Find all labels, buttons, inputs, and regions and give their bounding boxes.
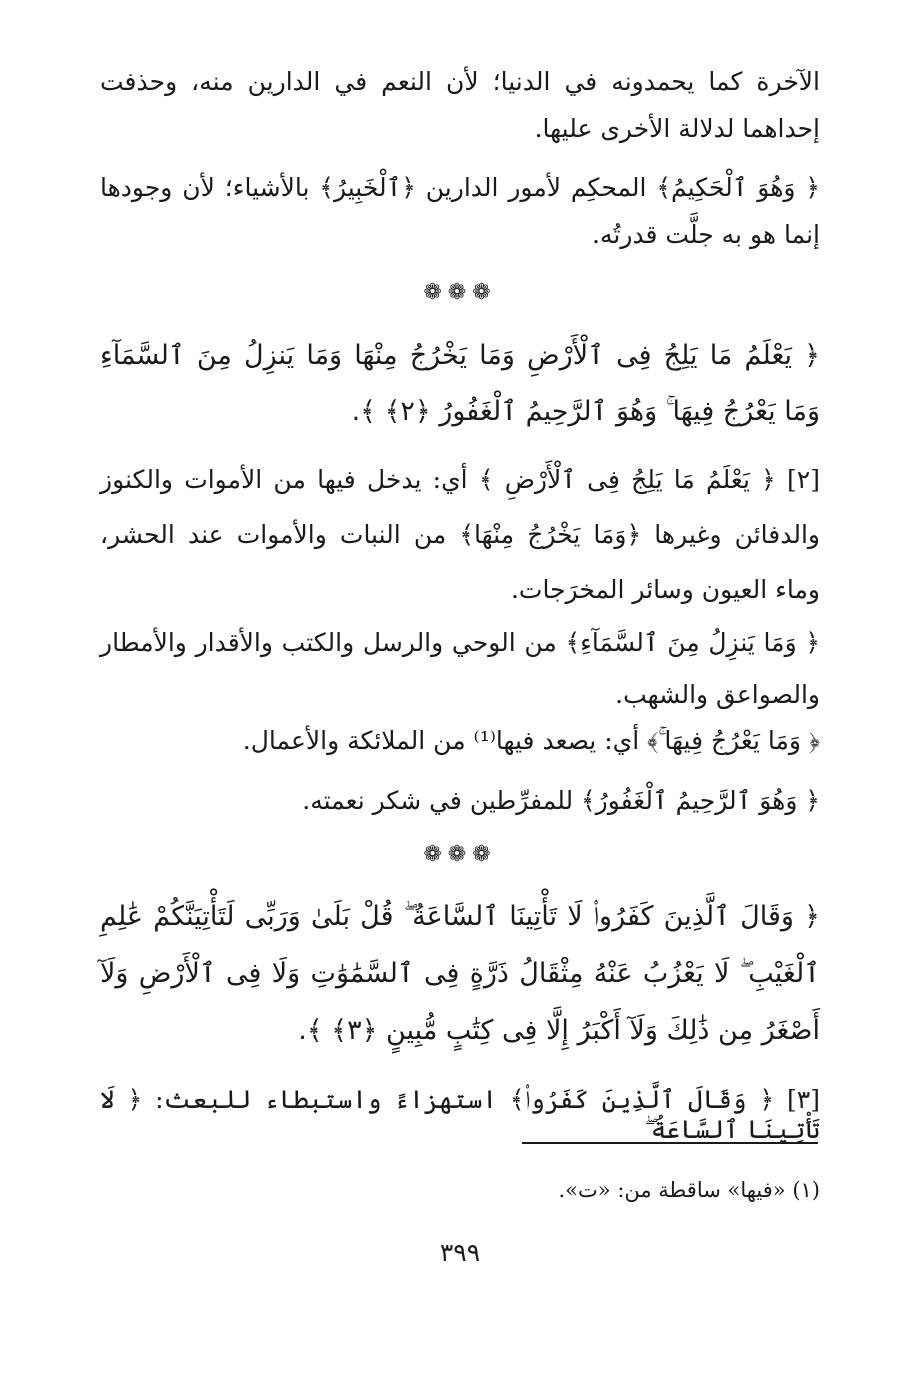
quran-verse-2: ﴿ يَعْلَمُ مَا يَلِجُ فِى ٱلْأَرْضِ وَمَا يَخْرُجُ مِنْهَا وَمَا يَنزِلُ مِنَ ٱلسَّمَآءِ وَمَا يَعْرُجُ فِيهَا ۚ وَهُوَ ٱلرَّحِيمُ ٱلْغَفُورُ ﴿٢﴾ ﴾. — [100, 340, 820, 427]
quran-verse-3: ﴿ وَقَالَ ٱلَّذِينَ كَفَرُوا۟ لَا تَأْتِينَا ٱلسَّاعَةُ ۖ قُلْ بَلَىٰ وَرَبِّى لَتَأْتِيَنَّكُمْ عَٰلِمِ ٱلْغَيْبِ ۖ لَا يَعْزُبُ عَنْهُ مِثْقَالُ ذَرَّةٍ فِى ٱلسَّمَٰوَٰتِ وَلَا فِى ٱلْأَرْضِ وَلَآ أَصْغَرُ مِن ذَٰلِكَ وَلَآ أَكْبَرُ إِلَّا فِى كِتَٰبٍ مُّبِينٍ ﴿٣﴾ ﴾. — [100, 901, 820, 1046]
section-separator-2: ❁❁❁ — [423, 842, 497, 867]
paragraph-verse3-commentary: [٣] ﴿ وَقَالَ ٱلَّذِينَ كَفَرُوا۟﴾ استهزاءً واستبطاء للبعث: ﴿ لَا تَأْتِينَا ٱلسَّاعَةُ ۖ — [100, 1085, 820, 1144]
paragraph-merciful-forgiving: ﴿ وَهُوَ ٱلرَّحِيمُ ٱلْغَفُورُ﴾ للمفرِّطين في شكر نعمته. — [302, 786, 820, 815]
page-number: ٣٩٩ — [439, 1238, 481, 1267]
section-separator-1: ❁❁❁ — [423, 280, 497, 305]
paragraph-verse2-commentary: [٢] ﴿ يَعْلَمُ مَا يَلِجُ فِى ٱلْأَرْضِ ﴾ أي: يدخل فيها من الأموات والكنوز والدفائن وغيرها ﴿وَمَا يَخْرُجُ مِنْهَا﴾ من النبات والأموات عند الحشر، وماء العيون وسائر المخرَجات. — [100, 465, 820, 604]
paragraph-descends-from-sky: ﴿ وَمَا يَنزِلُ مِنَ ٱلسَّمَآءِ﴾ من الوحي والرسل والكتب والأقدار والأمطار والصواعق والشهب. — [100, 628, 820, 709]
paragraph-continuation: الآخرة كما يحمدونه في الدنيا؛ لأن النعم في الدارين منه، وحذفت إحداهما لدلالة الأخرى عليها. — [100, 67, 820, 143]
footnote-separator — [522, 1142, 818, 1144]
footnote: (١) «فيها» ساقطة من: «ت». — [558, 1178, 820, 1202]
paragraph-ascends-therein: ﴿ وَمَا يَعْرُجُ فِيهَا ۚ﴾ أي: يصعد فيها⁽¹⁾ من الملائكة والأعمال. — [242, 726, 820, 755]
paragraph-al-hakim: ﴿ وَهُوَ ٱلْحَكِيمُ﴾ المحكِم لأمور الدارين ﴿ٱلْخَبِيرُ﴾ بالأشياء؛ لأن وجودها إنما هو به جلَّت قدرتُه. — [100, 173, 820, 249]
